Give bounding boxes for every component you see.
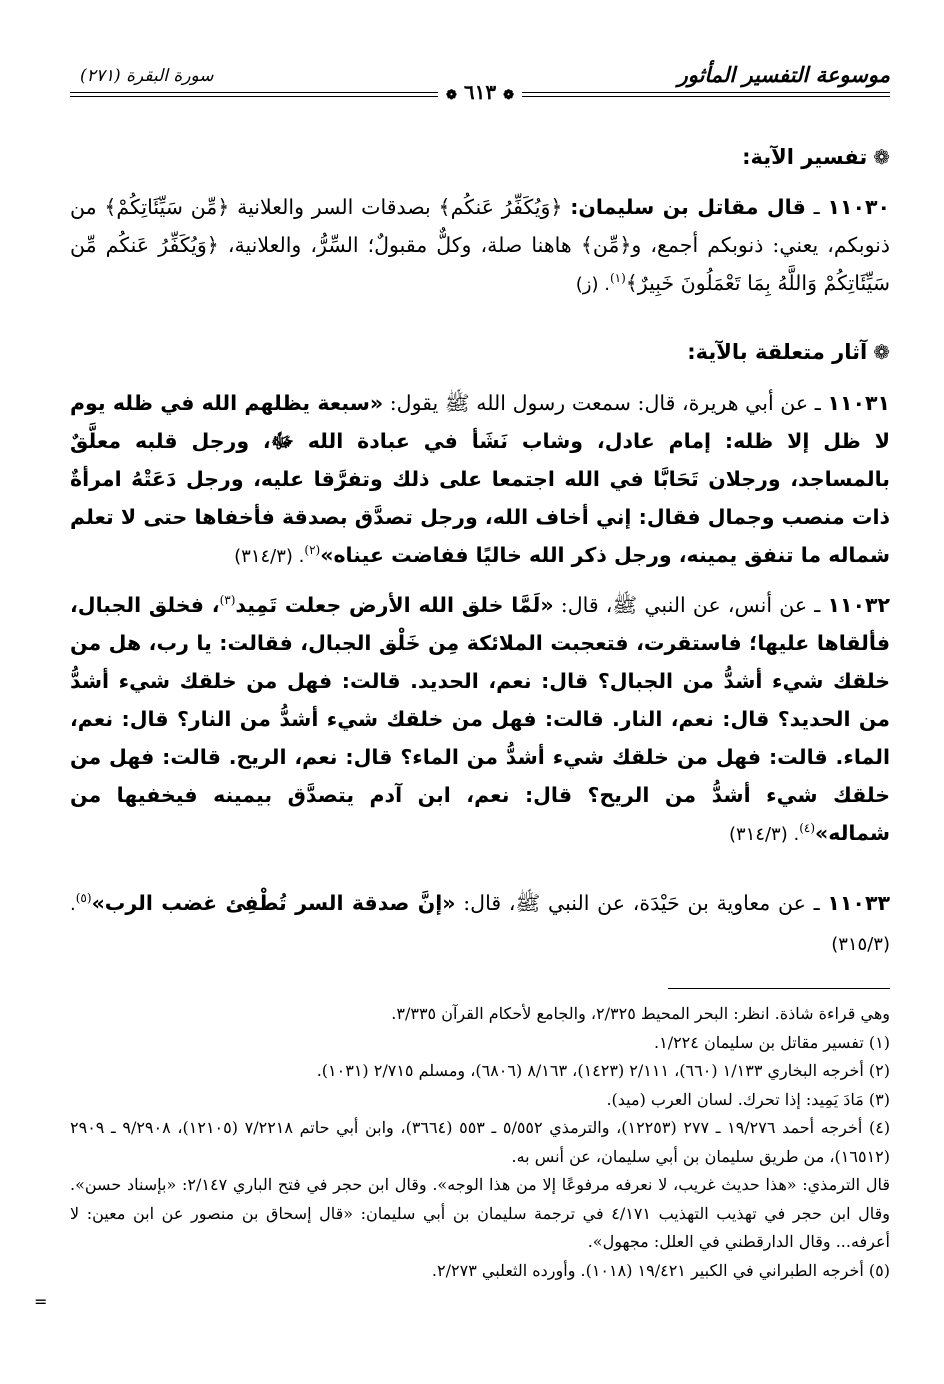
footnote-marker: (٣) xyxy=(219,593,236,608)
volume-reference: . (٣١٤/٣) xyxy=(234,546,305,567)
book-page xyxy=(70,0,890,1384)
running-header xyxy=(70,58,890,102)
footnote: (٢) أخرجه البخاري ١/١٣٣ (٦٦٠)، ٢/١١١ (١٤٢٣)، ٨/١٦٣ (٦٨٠٦)، ومسلم ٢/٧١٥ (١٠٣١). xyxy=(316,1061,890,1080)
entry-intro: ـ عن أنس، عن النبي ﷺ، قال: xyxy=(560,593,821,617)
continuation-mark: = xyxy=(34,1292,48,1311)
footnote: قال الترمذي: «هذا حديث غريب، لا نعرفه مرفوعًا إلا من هذا الوجه». وقال ابن حجر في فتح الباري ٢/١٤٧: «بإسناد حسن». وقال ابن حجر في تهذيب التهذيب ٤/١٧١ في ترجمة سليمان بن أبي سليمان: «قال إسحاق بن منصور عن ابن معين: لا أعرفه... وقال الدارقطني في العلل: مجهول». xyxy=(70,1175,890,1251)
ornament-icon: ❁ xyxy=(446,88,457,103)
hadith-text-continued: ، فخلق الجبال، فألقاها عليها؛ فاستقرت، فتعجبت الملائكة مِن خَلْق الجبال، فقالت: يا رب، هل من خلقك شيء أشدُّ من الجبال؟ قال: نعم، الحديد. قالت: فهل من خلقك شيء أشدُّ من الحديد؟ قال: نعم، النار. قالت: فهل من خلقك شيء أشدُّ من النار؟ قال: نعم، الماء. قالت: فهل من خلقك شيء أشدُّ من الماء؟ قال: نعم، الريح. قالت: فهل من خلقك شيء أشدُّ من الريح؟ قال: نعم، ابن آدم يتصدَّق بيمينه فيخفيها من شماله» xyxy=(70,593,890,845)
paragraph-11031 xyxy=(70,384,890,576)
hadith-text: «سبعة يظلهم الله في ظله يوم لا ظل إلا ظله: إمام عادل، وشاب نَشَأ في عبادة الله ﷻ، ورجل قلبه معلَّقٌ بالمساجد، ورجلان تَحَابَّا في الله اجتمعا على ذلك وتفرَّقا عليه، ورجل دَعَتْهُ امرأةٌ ذات منصب وجمال فقال: إني أخاف الله، ورجل تصدَّق بصدقة فأخفاها حتى لا تعلم شماله ما تنفق يمينه، ورجل ذكر الله خاليًا ففاضت عيناه» xyxy=(70,391,890,567)
entry-number: ١١٠٣٢ xyxy=(827,593,890,617)
page-number-box xyxy=(438,80,522,104)
entry-number: ١١٠٣٣ xyxy=(827,891,890,915)
entry-number: ١١٠٣٠ xyxy=(827,195,890,219)
entry-intro: ـ عن معاوية بن حَيْدَة، عن النبي ﷺ، قال: xyxy=(463,891,820,915)
footnote: (٤) أخرجه أحمد ١٩/٢٧٦ ـ ٢٧٧ (١٢٢٥٣)، والترمذي ٥/٥٥٢ ـ ٥٥٣ (٣٦٦٤)، وابن أبي حاتم ٧/٢٢١٨ (١٢١٠٥)، ٩/٢٩٠٨ ـ ٢٩٠٩ (١٦٥١٢)، من طريق سليمان بن أبي سليمان، عن أنس به. xyxy=(70,1118,891,1166)
heading-text: آثار متعلقة بالآية: xyxy=(687,340,868,364)
book-title: موسوعة التفسير المأثور xyxy=(677,62,890,87)
entry-intro: ـ عن أبي هريرة، قال: سمعت رسول الله ﷺ يقول: xyxy=(389,391,821,415)
volume-reference: . (٣١٥/٣) xyxy=(70,894,890,955)
footnote-marker: (٥) xyxy=(75,891,92,906)
footnote: (١) تفسير مقاتل بن سليمان ١/٢٢٤. xyxy=(654,1032,890,1052)
paragraph-11033 xyxy=(70,884,890,964)
footnotes xyxy=(70,1000,890,1285)
paragraph-11032 xyxy=(70,586,890,854)
section-heading-tafsir xyxy=(742,145,890,169)
volume-reference: . (٣١٤/٣) xyxy=(728,824,800,845)
footnote: (٣) مَادَ يَمِيد: إذا تحرك. لسان العرب (ميد). xyxy=(606,1089,890,1109)
footnote: وهي قراءة شاذة. انظر: البحر المحيط ٢/٣٢٥، والجامع لأحكام القرآن ٣/٣٣٥. xyxy=(391,1004,890,1023)
entry-text: ﴿وَيُكَفِّرُ عَنكُم﴾ بصدقات السر والعلانية ﴿مِّن سَيِّئَاتِكُمْ﴾ من ذنوبكم، يعني: ذنوبكم أجمع، و﴿مِّن﴾ هاهنا صلة، وكلٌّ مقبولٌ؛ السِّرُّ، والعلانية، ﴿وَيُكَفِّرُ عَنكُم مِّن سَيِّئَاتِكُمْ وَاللَّهُ بِمَا تَعْمَلُونَ خَبِيرٌ﴾ xyxy=(70,195,890,295)
ornament-icon: ❁ xyxy=(503,88,514,103)
footnote-marker: (١) xyxy=(609,271,626,286)
hadith-text: «إنَّ صدقة السر تُطْفِئ غضب الرب» xyxy=(91,891,456,915)
section-heading-athar xyxy=(687,340,890,364)
heading-text: تفسير الآية: xyxy=(742,145,868,169)
speaker: قال مقاتل بن سليمان: xyxy=(570,195,806,219)
hadith-text: «لَمَّا خلق الله الأرض جعلت تَمِيد xyxy=(235,593,554,617)
footnote: (٥) أخرجه الطبراني في الكبير ١٩/٤٢١ (١٠١٨). وأورده الثعلبي ٢/٢٧٣. xyxy=(431,1260,890,1280)
footnote-marker: (٤) xyxy=(799,821,816,836)
surah-label: سورة البقرة (٢٧١) xyxy=(80,66,214,86)
footnote-separator xyxy=(668,988,890,989)
page-number: ٦١٣ xyxy=(463,80,497,104)
entry-number: ١١٠٣١ xyxy=(827,391,890,415)
flower-ornament-icon: ❁ xyxy=(873,340,890,364)
footnote-marker: (٢) xyxy=(304,543,321,558)
volume-reference: . (ز) xyxy=(575,274,610,295)
paragraph-11030: ١١٠٣٠ ـ قال مقاتل بن سليمان: ﴿وَيُكَفِّرُ عَنكُم﴾ بصدقات السر والعلانية ﴿مِّن سَيِّئَاتِكُمْ﴾ من ذنوبكم، يعني: ذنوبكم أجمع، و﴿مِّن﴾ هاهنا صلة، وكلٌّ مقبولٌ؛ السِّرُّ، والعلانية، ﴿وَيُكَفِّرُ عَنكُم مِّن سَيِّئَاتِكُمْ وَاللَّهُ بِمَا تَعْمَلُونَ خَبِيرٌ﴾$^{(١)}$. (ز) xyxy=(70,195,890,295)
flower-ornament-icon: ❁ xyxy=(873,145,890,169)
